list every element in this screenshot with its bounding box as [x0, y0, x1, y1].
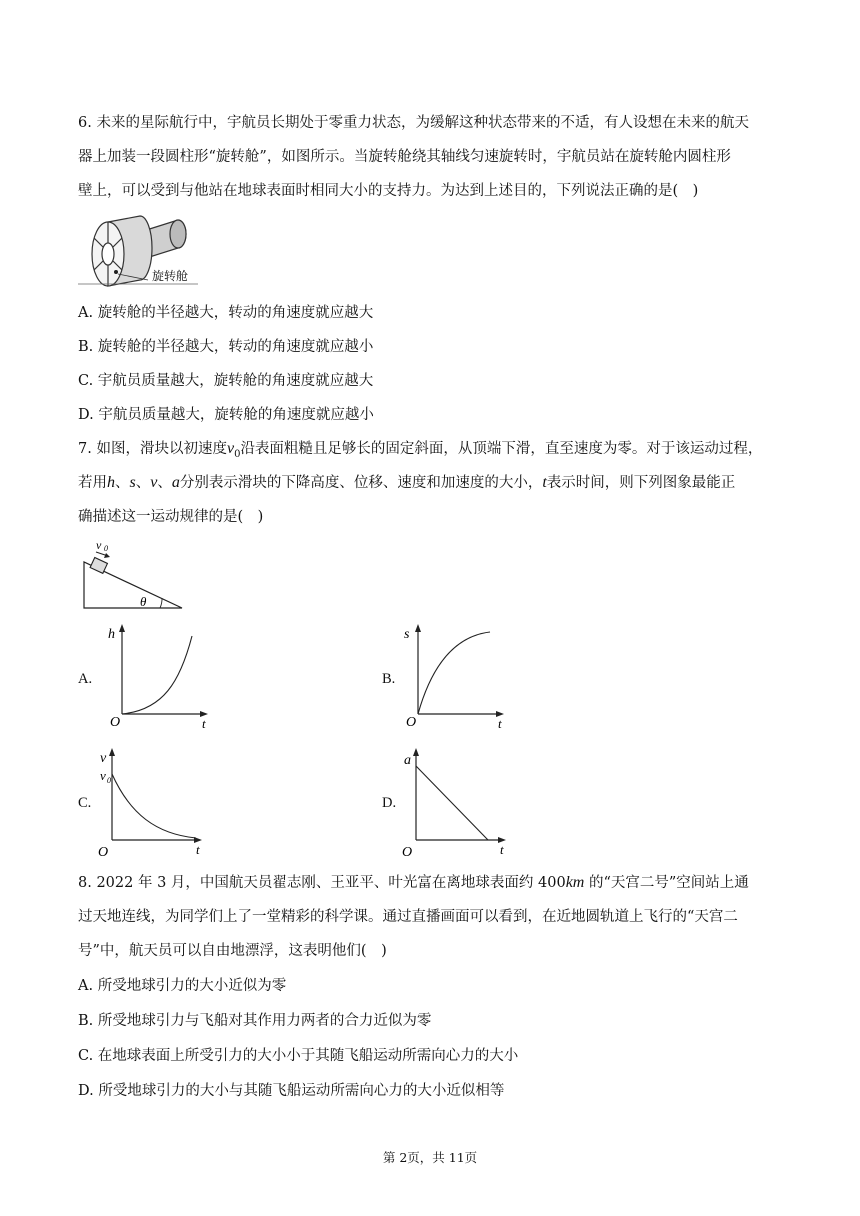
q7-option-b-label: B. [382, 671, 396, 687]
q6-option-a: A. 旋转舱的半径越大，转动的角速度就应越大 [78, 305, 374, 321]
q7-stem-line3: 确描述这一运动规律的是( ) [78, 509, 264, 525]
incline-angle-label: θ [140, 594, 147, 609]
q6-option-d: D. 宇航员质量越大，旋转舱的角速度就应越小 [78, 407, 374, 423]
q8-stem-line1: 8. 2022 年 3 月，中国航天员翟志刚、王亚平、叶光富在离地球表面约 400km 的“天宫二号”空间站上通 [78, 874, 749, 891]
svg-text:0: 0 [107, 776, 111, 785]
q7-option-d-label: D. [382, 795, 397, 811]
q8-stem-line3: 号”中，航天员可以自由地漂浮，这表明他们( ) [78, 943, 387, 959]
graph-a-y-label: h [108, 627, 115, 642]
q6-option-c: C. 宇航员质量越大，旋转舱的角速度就应越大 [78, 373, 374, 389]
svg-text:0: 0 [104, 544, 108, 553]
q8-option-b: B. 所受地球引力与飞船对其作用力两者的合力近似为零 [78, 1013, 432, 1029]
graph-b-x-label: t [498, 716, 502, 731]
q6-stem-line1: 6. 未来的星际航行中，宇航员长期处于零重力状态，为缓解这种状态带来的不适，有人设想在未来的航天 [78, 115, 749, 131]
q8-option-c: C. 在地球表面上所受引力的大小小于其随飞船运动所需向心力的大小 [78, 1048, 519, 1064]
graph-c-origin: O [98, 845, 109, 860]
graph-d [400, 744, 516, 860]
incline-v0-label: v [96, 538, 102, 552]
graph-a-x-label: t [202, 716, 206, 731]
q8-option-a: A. 所受地球引力的大小近似为零 [78, 978, 287, 994]
graph-d-y-label: a [404, 753, 411, 768]
q7-option-c-label: C. [78, 795, 92, 811]
graph-c-v0-label: v [100, 768, 106, 783]
incline-figure [78, 538, 190, 612]
graph-c [96, 744, 212, 860]
q6-stem-line3: 壁上，可以受到与他站在地球表面时相同大小的支持力。为达到上述目的，下列说法正确的是( ) [78, 183, 699, 199]
rotating-cabin-label: 旋转舱 [152, 269, 189, 283]
page-footer: 第 2页，共 11页 [382, 1150, 478, 1165]
graph-b [404, 620, 512, 732]
graph-c-x-label: t [196, 842, 200, 857]
graph-b-y-label: s [404, 627, 410, 642]
q6-option-b: B. 旋转舱的半径越大，转动的角速度就应越小 [78, 339, 374, 355]
q6-stem-line2: 器上加装一段圆柱形“旋转舱”，如图所示。当旋转舱绕其轴线匀速旋转时，宇航员站在旋转舱内圆柱形 [78, 149, 731, 165]
graph-c-y-label: v [100, 751, 107, 766]
graph-b-origin: O [406, 715, 417, 730]
q7-stem-line2: 若用h、s、v、a分别表示滑块的下降高度、位移、速度和加速度的大小，t表示时间，则下列图象最能正 [78, 474, 736, 491]
graph-a-origin: O [110, 715, 121, 730]
graph-d-origin: O [402, 845, 413, 860]
q7-option-a-label: A. [78, 671, 93, 687]
graph-d-x-label: t [500, 842, 504, 857]
q8-option-d: D. 所受地球引力的大小与其随飞船运动所需向心力的大小近似相等 [78, 1083, 505, 1099]
q7-stem-line1: 7. 如图，滑块以初速度$v_0$沿表面粗糙且足够长的固定斜面，从顶端下滑，直至速度为零。对于该运动过程， [78, 440, 763, 460]
q8-stem-line2: 过天地连线，为同学们上了一堂精彩的科学课。通过直播画面可以看到，在近地圆轨道上飞行的“天宫二 [78, 909, 738, 925]
graph-a [108, 620, 216, 732]
